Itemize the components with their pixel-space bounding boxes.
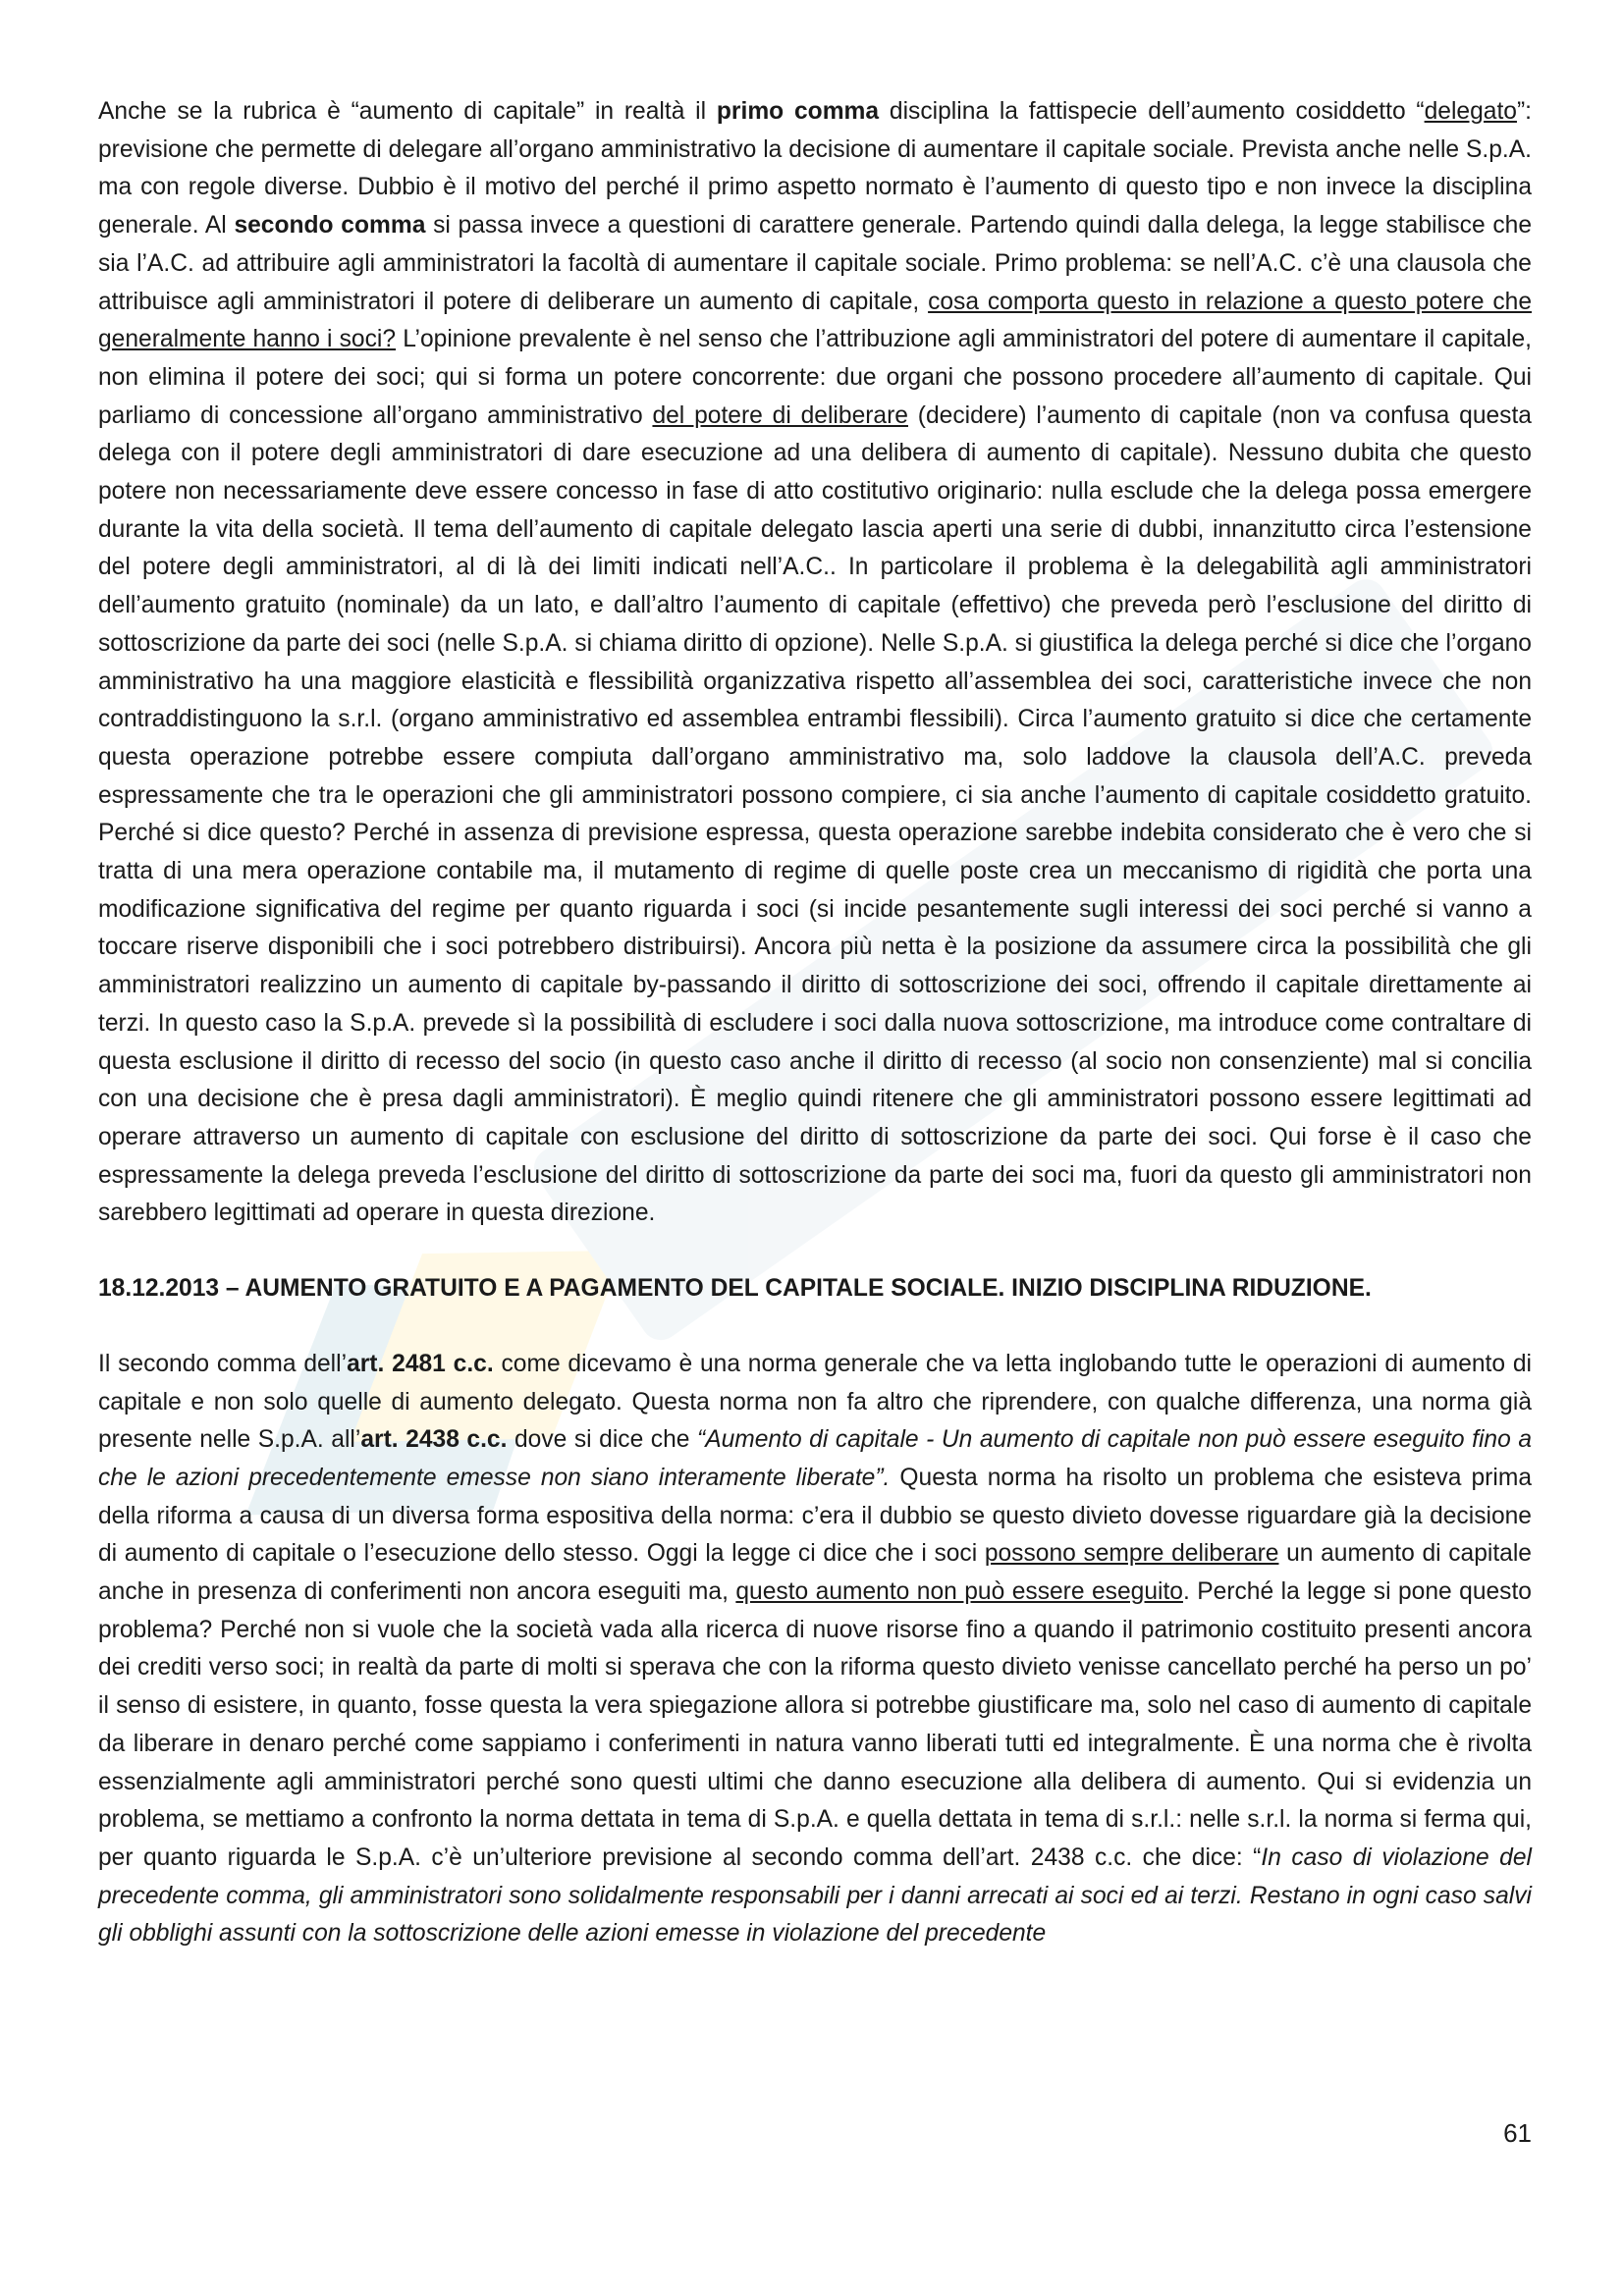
paragraph: Anche se la rubrica è “aumento di capitale” in realtà il primo comma disciplina la fattispecie dell’aumento cosiddetto “delegato”: previsione che permette di delegare all’organo amministrativo la decisione di aumentare il capitale sociale. Prevista anche nelle S.p.A. ma con regole diverse. Dubbio è il motivo del perché il primo aspetto normato è l’aumento di questo tipo e non invece la disciplina generale. Al secondo comma si passa invece a questioni di carattere generale. Partendo quindi dalla delega, la legge stabilisce che sia l’A.C. ad attribuire agli amministratori la facoltà di aumentare il capitale sociale. Primo problema: se nell’A.C. c’è una clausola che attribuisce agli amministratori il potere di deliberare un aumento di capitale, cosa comporta questo in relazione a questo potere che generalmente hanno i soci? L’opinione prevalente è nel senso che l’attribuzione agli amministratori del potere di aumentare il capitale, non elimina il potere dei soci; qui si forma un potere concorrente: due organi che possono procedere all’aumento di capitale. Qui parliamo di concessione all’organo amministrativo del potere di deliberare (decidere) l’aumento di capitale (non va confusa questa delega con il potere degli amministratori di dare esecuzione ad una delibera di aumento di capitale). Nessuno dubita che questo potere non necessariamente deve essere concesso in fase di atto costitutivo originario: nulla esclude che la delega possa emergere durante la vita della società. Il tema dell’aumento di capitale delegato lascia aperti una serie di dubbi, innanzitutto circa l’estensione del potere degli amministratori, al di là dei limiti indicati nell’A.C.. In particolare il problema è la delegabilità agli amministratori dell’aumento gratuito (nominale) da un lato, e dall’altro l’aumento di capitale (effettivo) che preveda però l’esclusione del diritto di sottoscrizione da parte dei soci (nelle S.p.A. si chiama diritto di opzione). Nelle S.p.A. si giustifica la delega perché si dice che l’organo amministrativo ha una maggiore elasticità e flessibilità organizzativa rispetto all’assemblea dei soci, caratteristiche invece che non contraddistinguono la s.r.l. (organo amministrativo ed assemblea entrambi flessibili). Circa l’aumento gratuito si dice che certamente questa operazione potrebbe essere compiuta dall’organo amministrativo ma, solo laddove la clausola dell’A.C. preveda espressamente che tra le operazioni che gli amministratori possono compiere, ci sia anche l’aumento di capitale cosiddetto gratuito. Perché si dice questo? Perché in assenza di previsione espressa, questa operazione sarebbe indebita considerato che è vero che si tratta di una mera operazione contabile ma, il mutamento di regime di quelle poste crea un meccanismo di rigidità che porta una modificazione significativa del regime per quanto riguarda i soci (si incide pesantemente sugli interessi dei soci perché si vanno a toccare riserve disponibili che i soci potrebbero distribuirsi). Ancora più netta è la posizione da assumere circa la possibilità che gli amministratori realizzino un aumento di capitale by-passando il diritto di sottoscrizione dei soci, offrendo il capitale direttamente ai terzi. In questo caso la S.p.A. prevede sì la possibilità di escludere i soci dalla nuova sottoscrizione, ma introduce come contraltare di questa esclusione il diritto di recesso del socio (in questo caso anche il diritto di recesso (al socio non consenziente) mal si concilia con una decisione che è presa dagli amministratori). È meglio quindi ritenere che gli amministratori possono essere legittimati ad operare attraverso un aumento di capitale con esclusione del diritto di sottoscrizione da parte dei soci. Qui forse è il caso che espressamente la delega preveda l’esclusione del diritto di sottoscrizione da parte dei soci ma, fuori da questo gli amministratori non sarebbero legittimati ad operare in questa direzione. [98,98,1533,1227]
page-number: 61 [1503,2118,1532,2148]
page-content [98,93,1532,1953]
paragraph: Il secondo comma dell’art. 2481 c.c. come dicevamo è una norma generale che va letta inglobando tutte le operazioni di aumento di capitale e non solo quelle di aumento delegato. Questa norma non fa altro che riprendere, con qualche differenza, una norma già presente nelle S.p.A. all’art. 2438 c.c. dove si dice che “Aumento di capitale - Un aumento di capitale non può essere eseguito fino a che le azioni precedentemente emesse non siano interamente liberate”. Questa norma ha risolto un problema che esisteva prima della riforma a causa di un diversa forma espositiva della norma: c’era il dubbio se questo divieto dovesse riguardare già la decisione di aumento di capitale o l’esecuzione dello stesso. Oggi la legge ci dice che i soci possono sempre deliberare un aumento di capitale anche in presenza di conferimenti non ancora eseguiti ma, questo aumento non può essere eseguito. Perché la legge si pone questo problema? Perché non si vuole che la società vada alla ricerca di nuove risorse fino a quando il patrimonio costituito presenti ancora dei crediti verso soci; in realtà da parte di molti si sperava che con la riforma questo divieto venisse cancellato perché ha perso un po’ il senso di esistere, in quanto, fosse questa la vera spiegazione allora si potrebbe giustificare ma, solo nel caso di aumento di capitale da liberare in denaro perché come sappiamo i conferimenti in natura vanno liberati tutti ed integralmente. È una norma che è rivolta essenzialmente agli amministratori perché sono questi ultimi che danno esecuzione alla delibera di aumento. Qui si evidenzia un problema, se mettiamo a confronto la norma dettata in tema di S.p.A. e quella dettata in tema di s.r.l.: nelle s.r.l. la norma si ferma qui, per quanto riguarda le S.p.A. c’è un’ulteriore previsione al secondo comma dell’art. 2438 c.c. che dice: “In caso di violazione del precedente comma, gli amministratori sono solidalmente responsabili per i danni arrecati ai soci ed ai terzi. Restano in ogni caso salvi gli obblighi assunti con la sottoscrizione delle azioni emesse in violazione del precedente [98,1350,1533,1948]
section-heading: 18.12.2013 – AUMENTO GRATUITO E A PAGAMENTO DEL CAPITALE SOCIALE. INIZIO DISCIPLINA RIDUZIONE. [98,1275,1372,1303]
